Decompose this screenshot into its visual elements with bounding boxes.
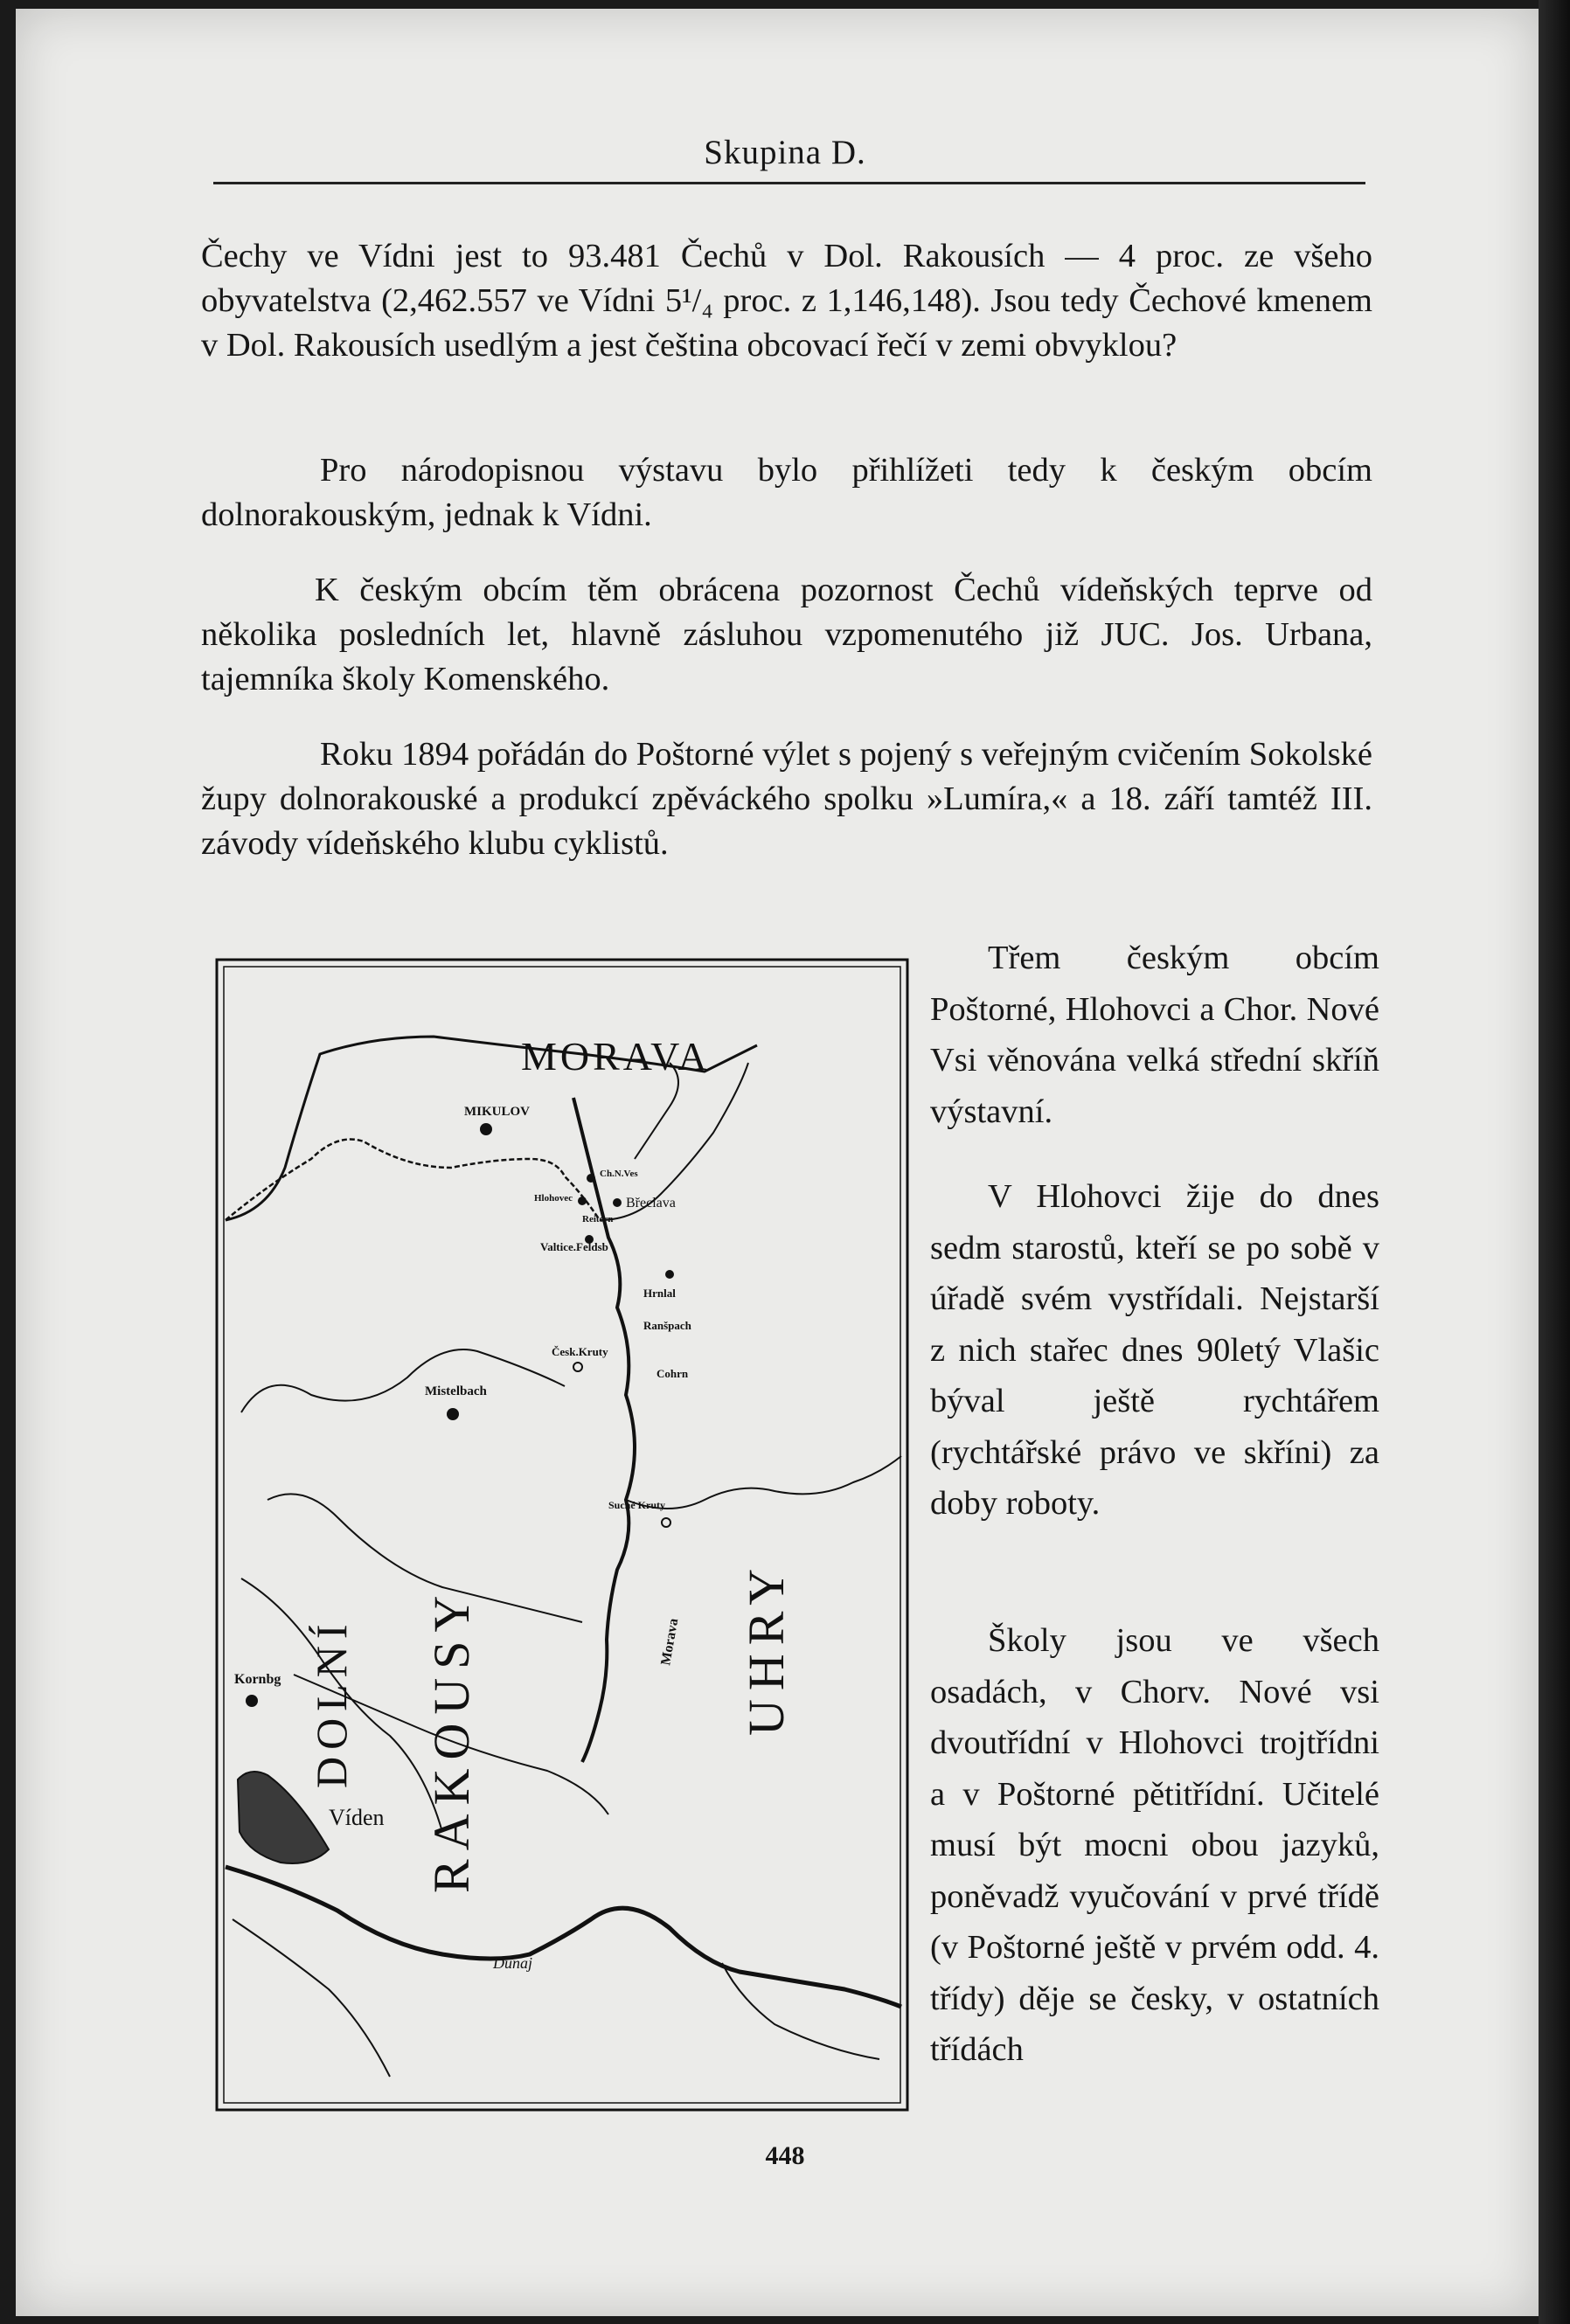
header-rule <box>213 182 1365 184</box>
dot-mikulov <box>480 1123 492 1135</box>
side-paragraph-2: V Hlohovci žije do dnes sedm starostů, kteří se po sobě v úřadě svém vystřídali. Nejstarší z nich stařec dnes 90letý Vlašic býval ještě rychtářem (rychtářské právo ve skříni) za doby roboty. <box>930 1178 1379 1522</box>
dot-hlohovec <box>578 1197 587 1205</box>
dot-kornbg <box>246 1695 258 1707</box>
map-figure <box>215 958 909 2112</box>
dot-hrnlal <box>665 1270 674 1279</box>
paragraph-1: Čechy ve Vídni jest to 93.481 Čechů v Dol. Rakousích — 4 proc. ze všeho obyvatelstva (2,462.557 ve Vídni 5¹/₄ proc. z 1,146,148). Jsou tedy Čechové kmenem v Dol. Rakousích usedlým a jest čeština obcovací řečí v zemi obvyklou? <box>201 238 1372 364</box>
map-label-uhry: UHRY <box>738 1559 795 1736</box>
map-label-rakousy: RAKOUSY <box>423 1586 480 1893</box>
dot-mistelbach <box>447 1408 459 1420</box>
danube-river <box>226 1867 901 2007</box>
place-ranspach: Ranšpach <box>643 1319 691 1332</box>
place-viden: Víden <box>329 1805 385 1830</box>
side-paragraph-1: Třem českým obcím Poštorné, Hlohovci a Chor. Nové Vsi věnována velká střední skříň výstavní. <box>930 940 1379 1130</box>
state-border <box>226 1140 600 1221</box>
side-paragraph-3: Školy jsou ve všech osadách, v Chorv. Nové vsi dvoutřídní v Hlohovci trojtřídni a v Poštorné pětitřídní. Učitelé musí být mocni obou jazyků, poněvadž vyučování v prvé třídě (v Poštorné ještě v prvém odd. 4. třídy) děje se česky, v ostatních třídách <box>930 1622 1379 2068</box>
dot-breclav <box>613 1198 622 1207</box>
place-cesakruty: Česk.Kruty <box>552 1345 608 1358</box>
dot-suchekruty <box>662 1518 670 1527</box>
place-kornbg: Kornbg <box>234 1672 281 1687</box>
place-breclav: Břeclava <box>626 1196 676 1211</box>
river-label-morava: Morava <box>658 1617 682 1667</box>
page-edge <box>1539 0 1570 2324</box>
place-valtice: Valtice.Feldsb <box>540 1240 608 1253</box>
running-header: Skupina D. <box>704 134 866 171</box>
dot-chnove <box>587 1174 595 1183</box>
place-suchekruty: Suché Kruty <box>608 1499 666 1511</box>
place-reitern: Reitern <box>582 1214 614 1224</box>
map-label-dolni: DOLNÍ <box>307 1617 356 1788</box>
map-frame-inner <box>224 967 900 2103</box>
paragraph-3: K českým obcím těm obrácena pozornost Čechů vídeňských teprve od několika posledních let, hlavně zásluhou vzpomenutého již JUC. Jos. Urbana, tajemníka školy Komenského. <box>201 572 1372 697</box>
paragraph-2: Pro národopisnou výstavu bylo přihlížeti tedy k českým obcím dolnorakouským, jednak k Vídni. <box>201 452 1372 533</box>
stream-1 <box>241 1349 565 1412</box>
dot-cesakruty <box>573 1363 582 1371</box>
place-hlohovec: Hlohovec <box>534 1193 573 1204</box>
place-cohrn: Cohrn <box>656 1367 689 1380</box>
hungary-border <box>626 1456 901 1509</box>
page-number: 448 <box>765 2141 805 2170</box>
map-label-morava: MORAVA <box>521 1034 711 1079</box>
place-hrnlal: Hrnlal <box>643 1287 676 1300</box>
stream-5 <box>233 1919 390 2077</box>
place-mistelbach: Mistelbach <box>425 1384 487 1398</box>
place-mikulov: MIKULOV <box>464 1105 530 1119</box>
place-chnove: Ch.N.Ves <box>600 1169 638 1179</box>
stream-6 <box>722 1963 879 2059</box>
paragraph-4: Roku 1894 pořádán do Poštorné výlet s pojený s veřejným cvičením Sokolské župy dolnorakouské a produkcí zpěváckého spolku »Lumíra,« a 18. září tamtéž III. závody vídeňského klubu cyklistů. <box>201 736 1372 862</box>
river-label-dunaj: Dunaj <box>493 1954 532 1972</box>
